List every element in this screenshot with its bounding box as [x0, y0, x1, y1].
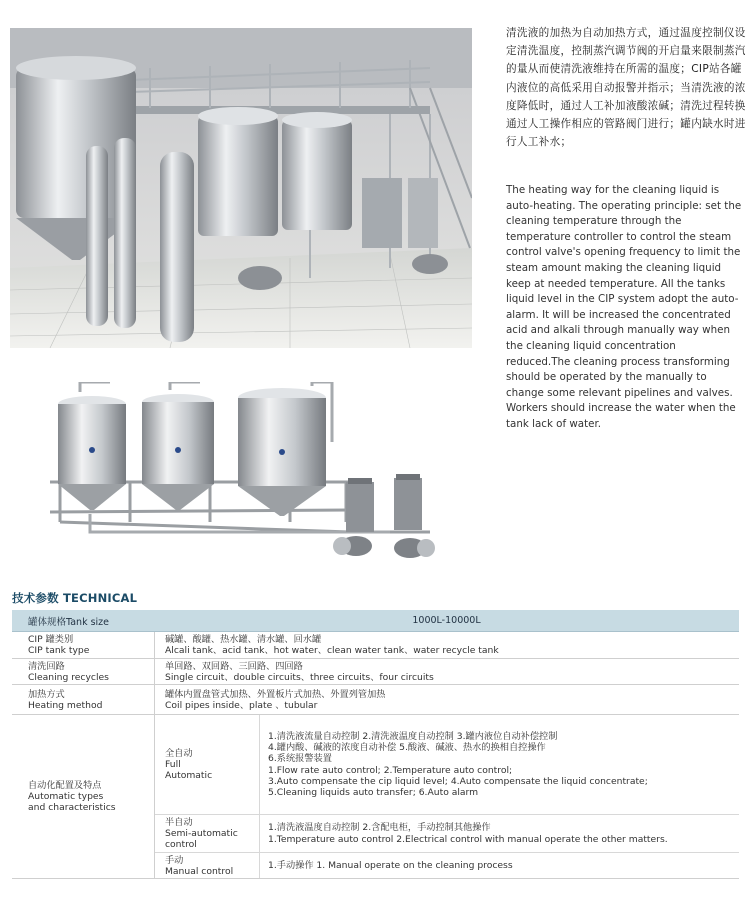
cleaning-recycles-row [12, 659, 739, 685]
heating-method-value-cn: 罐体内置盘管式加热、外置板片式加热、外置列管加热 [165, 688, 386, 700]
full-feature-line: 5.Cleaning liquids auto transfer; 6.Auto alarm [268, 787, 479, 799]
intro-chinese-text: 清洗液的加热为自动加热方式，通过温度控制仪设定清洗温度，控制蒸汽调节阀的开启量来限制蒸汽的量从而使清洗液维持在所需的温度；CIP站各罐内液位的高低采用自动报警并指示；当清洗液的浓度降低时，通过人工补加液酸浓碱；清洗过程转换通过人工操作相应的管路阀门进行；罐内缺水时进行人工补水； [506, 27, 746, 149]
cleaning-recycles-label-en: Cleaning recycles [28, 671, 109, 683]
manual-feature-line: 1.手动操作 1. Manual operate on the cleaning process [268, 859, 513, 871]
intro-english-text: The heating way for the cleaning liquid is auto-heating. The operating principle: set the cleaning temperature through the temperature controller to control the steam control valve's opening frequency to limit the steam amount making the cleaning liquid keep at needed temperature. All the tanks liquid level in the CIP system adopt the auto-alarm. It will be increased the concentrated acid and alkali through manually way when the cleaning liquid concentration reduced.The cleaning process transforming should be operated by the manually to change some relevant pipelines and valves. Workers should increase the water when the tank lack of water. [506, 184, 742, 430]
semi-feature-line: 1.Temperature auto control 2.Electrical control with manual operate the other matters. [268, 833, 668, 845]
semi-automatic-label-en-1: Semi-automatic [165, 828, 238, 839]
full-automatic-label [155, 715, 259, 814]
full-feature-line: 6.系统报警装置 [268, 753, 332, 765]
heating-method-value [154, 685, 739, 714]
manual-control-label-en: Manual control [165, 865, 234, 877]
cleaning-recycles-value-cn: 单回路、双回路、三回路、四回路 [165, 660, 303, 672]
cip-type-value-cn: 碱罐、酸罐、热水罐、清水罐、回水罐 [165, 634, 322, 645]
automation-row [12, 715, 739, 879]
semi-automatic-subrow [155, 815, 739, 853]
cleaning-recycles-value-en: Single circuit、double circuits、three circuits、four circuits [165, 671, 434, 683]
full-feature-line: 1.清洗液流量自动控制 2.清洗液温度自动控制 3.罐内液位自动补偿控制 [268, 730, 558, 742]
heating-method-row [12, 685, 739, 715]
semi-automatic-label-cn: 半自动 [165, 817, 193, 828]
full-automatic-label-en-2: Automatic [165, 770, 213, 781]
cleaning-recycles-label [12, 659, 154, 684]
cleaning-recycles-label-cn: 清洗回路 [28, 660, 65, 672]
automation-label-cn: 自动化配置及特点 [28, 780, 102, 791]
semi-automatic-label-en-2: control [165, 839, 197, 850]
semi-automatic-features [259, 815, 739, 852]
tank-size-label: 罐体规格Tank size [28, 616, 110, 628]
full-automatic-label-en-1: Full [165, 759, 181, 770]
heating-method-label-en: Heating method [28, 699, 103, 711]
cip-plant-photo [10, 28, 472, 348]
manual-control-subrow [155, 853, 739, 878]
manual-control-label-cn: 手动 [165, 854, 184, 866]
technical-title: 技术参数 TECHNICAL [12, 591, 138, 605]
manual-control-features [259, 853, 739, 878]
cip-type-row [12, 632, 739, 659]
cip-type-value-en: Alcali tank、acid tank、hot water、clean water tank、water recycle tank [165, 645, 499, 656]
automation-label [12, 715, 154, 878]
automation-label-en-1: Automatic types [28, 791, 104, 802]
full-feature-line: 1.Flow rate auto control; 2.Temperature auto control; [268, 764, 513, 776]
full-feature-line: 3.Auto compensate the cip liquid level; 4.Auto compensate the liquid concentrate; [268, 775, 648, 787]
cip-type-label-en: CIP tank type [28, 645, 90, 656]
semi-automatic-label [155, 815, 259, 852]
manual-control-label [155, 853, 259, 878]
full-automatic-subrow [155, 715, 739, 815]
tank-size-value: 1000L-10000L [412, 615, 481, 626]
cip-type-label [12, 632, 154, 658]
technical-table [12, 610, 739, 879]
heating-method-label-cn: 加热方式 [28, 688, 65, 700]
semi-feature-line: 1.清洗液温度自动控制 2.含配电柜，手动控制其他操作 [268, 822, 491, 834]
cip-type-label-cn: CIP 罐类别 [28, 634, 74, 645]
cip-skid-photo [50, 382, 440, 574]
cip-type-value [154, 632, 739, 658]
full-automatic-features [259, 715, 739, 814]
full-automatic-label-cn: 全自动 [165, 748, 193, 759]
automation-label-en-2: and characteristics [28, 802, 116, 813]
heating-method-label [12, 685, 154, 714]
heating-method-value-en: Coil pipes inside、plate 、tubular [165, 699, 318, 711]
cleaning-recycles-value [154, 659, 739, 684]
automation-value [154, 715, 739, 878]
tank-size-row [12, 610, 739, 632]
full-feature-line: 4.罐内酸、碱液的浓度自动补偿 5.酸液、碱液、热水的换相自控操作 [268, 741, 546, 753]
